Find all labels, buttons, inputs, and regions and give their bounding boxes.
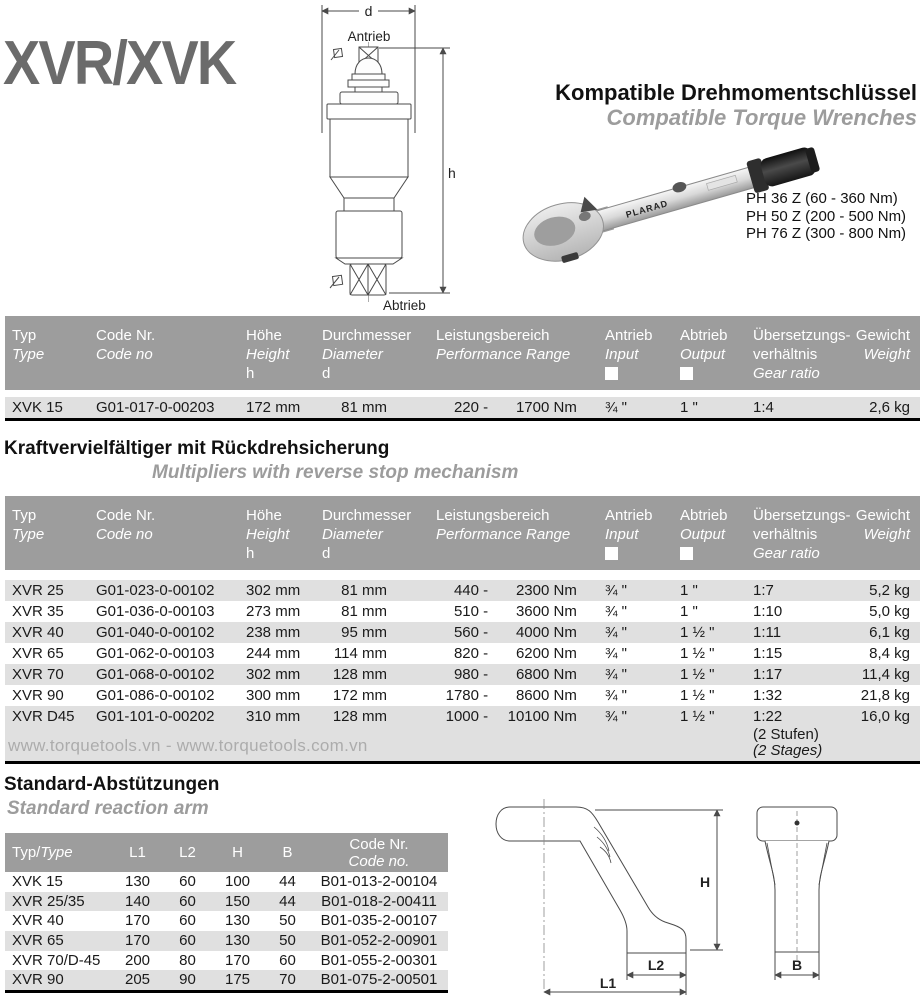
cell-code: G01-086-0-00102 xyxy=(96,687,215,704)
cell-l2: 60 xyxy=(179,932,196,950)
table-xvk-header xyxy=(5,316,920,390)
table-bottom-border xyxy=(5,418,920,421)
cell-diameter: 128 mm xyxy=(332,708,387,725)
cell-input: ¾ " xyxy=(605,624,628,641)
cell-performance-range: 220 - 1700 Nm xyxy=(453,399,577,416)
cell-input: ¾ " xyxy=(605,645,628,662)
cell-height: 302 mm xyxy=(246,582,301,599)
table-row xyxy=(5,951,448,971)
cell-code: B01-052-2-00901 xyxy=(320,932,438,950)
column-header-output: Abtrieb Output xyxy=(675,326,750,390)
cell-code: G01-040-0-00102 xyxy=(96,624,215,641)
cell-l2: 80 xyxy=(179,951,196,969)
cell-h: 130 xyxy=(224,912,251,930)
table-bottom-border xyxy=(5,990,448,993)
wrench-model: PH 36 Z (60 - 360 Nm) xyxy=(746,190,898,207)
cell-height: 244 mm xyxy=(246,645,301,662)
cell-output: 1 ½ " xyxy=(680,687,715,704)
cell-code: G01-101-0-00202 xyxy=(96,708,215,725)
column-header-output: Abtrieb Output xyxy=(675,506,750,570)
cell-b: 44 xyxy=(279,873,296,890)
wrench-model: PH 50 Z (200 - 500 Nm) xyxy=(746,207,907,225)
cell-gear-ratio: 1:7 xyxy=(753,582,774,599)
table-row xyxy=(5,970,448,990)
cell-type: XVR D45 xyxy=(12,708,75,725)
cell-type: XVR 90 xyxy=(12,971,64,989)
cell-code: G01-017-0-00203 xyxy=(96,399,215,416)
cell-code: B01-035-2-00107 xyxy=(320,912,438,930)
cell-l2: 60 xyxy=(179,912,196,930)
table-row xyxy=(5,872,448,892)
cell-type: XVR 35 xyxy=(12,603,64,620)
cell-type: XVR 90 xyxy=(12,687,64,704)
cell-h: 150 xyxy=(224,892,251,910)
section-arm-heading-de: Standard-Abstützungen xyxy=(4,774,220,795)
cell-gear-ratio: 1:11 xyxy=(753,624,782,641)
cell-output: 1 ½ " xyxy=(680,708,715,725)
column-header-type: Typ/Type xyxy=(12,844,73,861)
label-abtrieb: Abtrieb xyxy=(383,298,426,312)
cell-weight: 2,6 kg xyxy=(869,399,910,416)
cell-type: XVR 25 xyxy=(12,582,64,599)
cell-code: G01-036-0-00103 xyxy=(96,603,215,620)
column-header-ratio: Übersetzungs- verhältnis Gear ratio xyxy=(753,327,851,382)
cell-diameter: 81 mm xyxy=(341,603,387,620)
cell-code: B01-018-2-00411 xyxy=(321,892,437,910)
cell-l1: 205 xyxy=(124,971,151,989)
dim-label-L1: L1 xyxy=(599,975,617,991)
column-header-code: Code Nr. Code no xyxy=(96,327,156,363)
cell-h: 170 xyxy=(224,951,251,969)
table-bottom-border xyxy=(5,761,920,764)
cell-height: 300 mm xyxy=(246,687,301,704)
dim-label-d: d xyxy=(364,3,373,19)
cell-input: ¾ " xyxy=(605,582,628,599)
column-header-code: Code Nr. Code no. xyxy=(348,836,410,870)
column-header-type: Typ Type xyxy=(12,327,45,363)
wrench-model: PH 76 Z (300 - 800 Nm) xyxy=(746,225,907,242)
section-arm-heading-en: Standard reaction arm xyxy=(7,798,209,819)
dim-label-L2: L2 xyxy=(647,957,665,973)
label-antrieb: Antrieb xyxy=(347,29,391,44)
cell-type: XVR 40 xyxy=(12,912,64,930)
cell-input: ¾ " xyxy=(605,666,628,683)
cell-input: ¾ " xyxy=(605,399,628,416)
compatible-heading-de: Kompatible Drehmomentschlüssel xyxy=(555,80,917,105)
cell-weight: 5,0 kg xyxy=(869,603,910,620)
cell-b: 50 xyxy=(279,932,296,950)
reaction-arm-drawing xyxy=(478,795,923,998)
table-xvr-body xyxy=(5,580,920,761)
table-xvr-header xyxy=(5,496,920,570)
cell-height: 302 mm xyxy=(246,666,301,683)
cell-weight: 11,4 kg xyxy=(861,666,910,683)
cell-diameter: 128 mm xyxy=(332,666,387,683)
column-header-b: B xyxy=(282,844,293,861)
cell-code: B01-075-2-00501 xyxy=(320,971,438,989)
cell-height: 310 mm xyxy=(246,708,301,725)
table-row xyxy=(5,601,920,622)
cell-diameter: 95 mm xyxy=(341,624,387,641)
cell-code: G01-068-0-00102 xyxy=(96,666,215,683)
cell-output: 1 ½ " xyxy=(680,624,715,641)
table-row xyxy=(5,643,920,664)
cell-input: ¾ " xyxy=(605,687,628,704)
cell-performance-range: 820 - 6200 Nm xyxy=(453,645,577,662)
cell-gear-ratio: 1:22 (2 Stufen) (2 Stages) xyxy=(753,708,823,759)
dim-label-h: h xyxy=(448,165,456,181)
table-row xyxy=(5,622,920,643)
table-xvr xyxy=(5,496,920,764)
column-header-l1: L1 xyxy=(129,844,146,861)
cell-gear-ratio: 1:10 xyxy=(753,603,783,620)
cell-b: 44 xyxy=(279,892,296,910)
cell-h: 130 xyxy=(224,932,251,950)
cell-weight: 16,0 kg xyxy=(860,708,910,725)
cell-b: 50 xyxy=(279,912,296,930)
section-multipliers-heading-en: Multipliers with reverse stop mechanism xyxy=(152,462,519,483)
column-header-height: Höhe Height h xyxy=(246,327,290,382)
wrench-brand-label: PLARAD xyxy=(624,198,670,220)
cell-weight: 5,2 kg xyxy=(869,582,910,599)
table-xvk-body xyxy=(5,397,920,418)
cell-l2: 60 xyxy=(179,892,196,910)
cell-height: 273 mm xyxy=(246,603,301,620)
cell-type: XVR 65 xyxy=(12,645,64,662)
cell-weight: 21,8 kg xyxy=(860,687,910,704)
cell-output: 1 " xyxy=(680,582,698,599)
table-row xyxy=(5,664,920,685)
column-header-height: Höhe Height h xyxy=(246,507,290,562)
column-header-h: H xyxy=(232,844,243,861)
cell-performance-range: 510 - 3600 Nm xyxy=(453,603,577,620)
cell-type: XVK 15 xyxy=(12,399,63,416)
column-header-l2: L2 xyxy=(179,844,196,861)
square-drive-icon xyxy=(605,547,618,560)
column-header-weight: Gewicht Weight xyxy=(855,327,910,363)
cell-type: XVR 40 xyxy=(12,624,64,641)
table-reaction-arm xyxy=(5,833,448,993)
cell-output: 1 " xyxy=(680,603,698,620)
cell-gear-ratio: 1:17 xyxy=(753,666,783,683)
square-drive-icon xyxy=(605,367,618,380)
cell-l1: 140 xyxy=(124,892,151,910)
cell-h: 175 xyxy=(224,971,251,989)
cell-b: 60 xyxy=(279,951,296,969)
table-row xyxy=(5,911,448,931)
dim-label-H: H xyxy=(699,874,711,890)
page-title: XVR/XVK xyxy=(3,29,236,98)
dim-label-B: B xyxy=(791,957,803,973)
square-drive-icon xyxy=(680,547,693,560)
column-header-weight: Gewicht Weight xyxy=(855,507,910,543)
cell-diameter: 114 mm xyxy=(333,645,387,662)
column-header-diameter: Durchmesser Diameter d xyxy=(322,507,412,562)
device-drawing xyxy=(293,2,461,317)
table-row xyxy=(5,580,920,601)
cell-performance-range: 980 - 6800 Nm xyxy=(453,666,577,683)
cell-performance-range: 1780 - 8600 Nm xyxy=(445,687,577,704)
cell-height: 238 mm xyxy=(246,624,301,641)
wrench-model-list xyxy=(746,190,906,243)
cell-code: B01-013-2-00104 xyxy=(320,873,438,890)
table-reaction-arm-body xyxy=(5,872,448,990)
cell-input: ¾ " xyxy=(605,603,628,620)
cell-gear-ratio: 1:32 xyxy=(753,687,783,704)
cell-weight: 8,4 kg xyxy=(869,645,910,662)
column-header-input: Antrieb Input xyxy=(600,506,675,570)
cell-performance-range: 560 - 4000 Nm xyxy=(453,624,577,641)
compatible-heading-en: Compatible Torque Wrenches xyxy=(606,105,917,130)
cell-l2: 60 xyxy=(179,873,196,890)
cell-l1: 170 xyxy=(124,932,151,950)
cell-code: B01-055-2-00301 xyxy=(320,951,438,969)
column-header-ratio: Übersetzungs- verhältnis Gear ratio xyxy=(753,507,851,562)
cell-input: ¾ " xyxy=(605,708,628,725)
column-header-code: Code Nr. Code no xyxy=(96,507,156,543)
cell-output: 1 ½ " xyxy=(680,645,715,662)
cell-l2: 90 xyxy=(179,971,196,989)
cell-performance-range: 1000 - 10100 Nm xyxy=(445,708,577,725)
column-header-performance: Leistungsbereich Performance Range xyxy=(436,507,571,543)
cell-h: 100 xyxy=(224,873,251,890)
watermark: www.torquetools.vn - www.torquetools.com.vn xyxy=(8,736,368,755)
column-header-performance: Leistungsbereich Performance Range xyxy=(436,327,571,363)
table-row xyxy=(5,892,448,912)
column-header-type: Typ Type xyxy=(12,507,45,543)
cell-type: XVR 70/D-45 xyxy=(12,951,101,969)
cell-weight: 6,1 kg xyxy=(869,624,910,641)
cell-type: XVR 65 xyxy=(12,932,64,950)
table-row xyxy=(5,397,920,418)
column-header-diameter: Durchmesser Diameter d xyxy=(322,327,412,382)
cell-b: 70 xyxy=(279,971,296,989)
cell-diameter: 81 mm xyxy=(341,582,387,599)
cell-output: 1 " xyxy=(680,399,698,416)
cell-gear-ratio: 1:15 xyxy=(753,645,783,662)
cell-output: 1 ½ " xyxy=(680,666,715,683)
table-xvk xyxy=(5,316,920,421)
column-header-input: Antrieb Input xyxy=(600,326,675,390)
cell-l1: 200 xyxy=(124,951,151,969)
cell-code: G01-062-0-00103 xyxy=(96,645,215,662)
cell-type: XVR 70 xyxy=(12,666,64,683)
cell-diameter: 172 mm xyxy=(332,687,387,704)
cell-gear-ratio: 1:4 xyxy=(753,399,774,416)
cell-diameter: 81 mm xyxy=(341,399,387,416)
cell-height: 172 mm xyxy=(246,399,301,416)
cell-l1: 130 xyxy=(124,873,151,890)
table-row xyxy=(5,931,448,951)
section-multipliers-heading-de: Kraftvervielfältiger mit Rückdrehsicherung xyxy=(4,438,390,459)
cell-code: G01-023-0-00102 xyxy=(96,582,215,599)
table-reaction-arm-header xyxy=(5,833,448,872)
cell-type: XVK 15 xyxy=(12,873,63,890)
cell-l1: 170 xyxy=(124,912,151,930)
table-row xyxy=(5,685,920,706)
square-drive-icon xyxy=(680,367,693,380)
cell-type: XVR 25/35 xyxy=(12,892,85,910)
cell-performance-range: 440 - 2300 Nm xyxy=(453,582,577,599)
